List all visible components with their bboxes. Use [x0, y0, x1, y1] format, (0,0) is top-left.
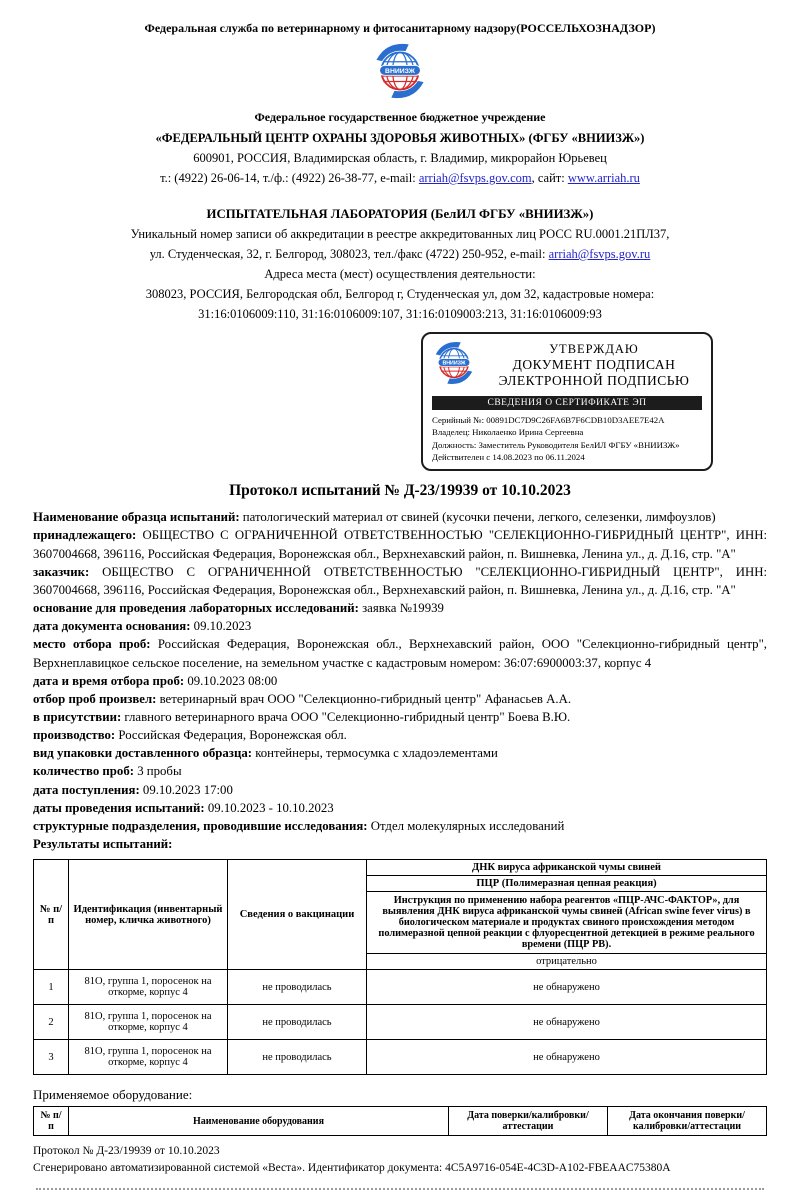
- contacts-text: т.: (4922) 26-06-14, т./ф.: (4922) 26-38-77, e-mail:: [160, 171, 419, 185]
- row-vaccination: не проводилась: [228, 1005, 367, 1040]
- vniizh-logo-icon: [369, 40, 431, 107]
- row-num: 2: [34, 1005, 69, 1040]
- certificate-position: Должность: Заместитель Руководителя БелИЛ ФГБУ «ВНИИЗЖ»: [432, 439, 680, 450]
- activity-address: 308023, РОССИЯ, Белгородская обл, Белгород г, Студенческая ул, дом 32, кадастровые номера:: [145, 287, 655, 301]
- field-owner: принадлежащего: ОБЩЕСТВО С ОГРАНИЧЕННОЙ ОТВЕТСТВЕННОСТЬЮ "СЕЛЕКЦИОННО-ГИБРИДНЫЙ ЦЕНТР", ИНН: 3607004668, 396116, Российская Федерация, Воронежская обл., Верхнехавский район, п. Вишневка, Ленина ул., д. Д.16, стр. "А": [33, 528, 768, 561]
- digital-signature-stamp: [421, 332, 713, 471]
- certificate-info-bar: СВЕДЕНИЯ О СЕРТИФИКАТЕ ЭП: [432, 396, 702, 410]
- certificate-owner: Владелец: Николаенко Ирина Сергеевна: [432, 427, 584, 438]
- row-num: 1: [34, 970, 69, 1005]
- certificate-serial: Серийный №: 00891DC7D9C26FA6B7F6CDB10D3AEE7E42A: [432, 415, 665, 425]
- org-site-link[interactable]: www.arriah.ru: [567, 171, 640, 185]
- equipment-col-name: Наименование оборудования: [69, 1107, 449, 1136]
- contacts-mid-text: , сайт:: [531, 171, 568, 185]
- lab-address-text: ул. Студенческая, 32, г. Белгород, 308023, тел./факс (4722) 250-952, e-mail:: [149, 247, 549, 261]
- row-result: не обнаружено: [367, 1040, 767, 1075]
- results-norm: отрицательно: [367, 954, 767, 970]
- field-test-dates: даты проведения испытаний: 09.10.2023 - 10.10.2023: [33, 800, 334, 815]
- results-heading: Результаты испытаний:: [33, 837, 173, 852]
- field-received-date: дата поступления: 09.10.2023 17:00: [33, 782, 233, 797]
- results-col-id: Идентификация (инвентарный номер, кличка животного): [69, 860, 228, 970]
- page-footer: [33, 1143, 767, 1178]
- org-email-link[interactable]: arriah@fsvps.gov.com: [418, 171, 532, 185]
- clipped-next-table-edge: [36, 1188, 764, 1193]
- row-num: 3: [34, 1040, 69, 1075]
- org-contacts: [33, 171, 767, 186]
- row-vaccination: не проводилась: [228, 970, 367, 1005]
- org-address: 600901, РОССИЯ, Владимирская область, г. Владимир, микрорайон Юрьевец: [193, 151, 607, 165]
- cadastral-numbers: 31:16:0106009:110, 31:16:0106009:107, 31:16:0109003:213, 31:16:0106009:93: [198, 307, 602, 321]
- footer-protocol-number: Протокол № Д-23/19939 от 10.10.2023: [33, 1145, 220, 1158]
- field-customer: заказчик: ОБЩЕСТВО С ОГРАНИЧЕННОЙ ОТВЕТСТВЕННОСТЬЮ "СЕЛЕКЦИОННО-ГИБРИДНЫЙ ЦЕНТР", ИНН: 3607004668, 396116, Российская Федерация, Воронежская обл., Верхнехавский район, п. Вишневка, Ленина ул., д. Д.16, стр. "А": [33, 564, 768, 597]
- agency-name: Федеральная служба по ветеринарному и фитосанитарному надзору(РОССЕЛЬХОЗНАДЗОР): [144, 21, 656, 35]
- equipment-col-num: № п/п: [34, 1107, 69, 1136]
- row-identification: 81О, группа 1, поросенок на откорме, корпус 4: [69, 1005, 228, 1040]
- lab-name: ИСПЫТАТЕЛЬНАЯ ЛАБОРАТОРИЯ (БелИЛ ФГБУ «ВНИИЗЖ»): [206, 207, 594, 221]
- table-row: [34, 1040, 767, 1075]
- certificate-validity: Действителен с 14.08.2023 по 06.11.2024: [432, 451, 585, 462]
- row-identification: 81О, группа 1, поросенок на откорме, корпус 4: [69, 970, 228, 1005]
- results-test-group: ДНК вируса африканской чумы свиней: [367, 860, 767, 876]
- equipment-col-date: Дата поверки/калибровки/аттестации: [449, 1107, 608, 1136]
- field-departments: структурные подразделения, проводившие исследования: Отдел молекулярных исследований: [33, 818, 565, 833]
- org-type: Федеральное государственное бюджетное учреждение: [254, 110, 546, 124]
- row-result: не обнаружено: [367, 970, 767, 1005]
- results-col-vaccination: Сведения о вакцинации: [228, 860, 367, 970]
- field-sampling-place: место отбора проб: Российская Федерация, Воронежская обл., Верхнехавский район, ООО "Селекционно-гибридный центр", Верхнеплавицкое сельское поселение, на земельном участке с кадастровым номером: 36:07:6900003:37, корпус 4: [33, 637, 768, 670]
- stamp-signed-line1: ДОКУМЕНТ ПОДПИСАН: [512, 357, 676, 372]
- lab-accreditation: Уникальный номер записи об аккредитации в реестре аккредитованных лиц РОСС RU.0001.21ПЛ37,: [130, 227, 670, 241]
- field-basis-date: дата документа основания: 09.10.2023: [33, 619, 252, 634]
- org-name: «ФЕДЕРАЛЬНЫЙ ЦЕНТР ОХРАНЫ ЗДОРОВЬЯ ЖИВОТНЫХ» (ФГБУ «ВНИИЗЖ»): [155, 131, 645, 145]
- field-sampling-datetime: дата и время отбора проб: 09.10.2023 08:00: [33, 673, 278, 688]
- field-sample-count: количество проб: 3 пробы: [33, 764, 182, 779]
- table-row: [34, 970, 767, 1005]
- stamp-signed-line2: ЭЛЕКТРОННОЙ ПОДПИСЬЮ: [498, 373, 690, 388]
- vniizh-logo-icon: [430, 339, 478, 392]
- table-row: [34, 1005, 767, 1040]
- field-in-presence-of: в присутствии: главного ветеринарного врача ООО "Селекционно-гибридный центр" Боева В.Ю.: [33, 709, 571, 724]
- page-title: Протокол испытаний № Д-23/19939 от 10.10.2023: [229, 482, 571, 500]
- results-col-num: № п/п: [34, 860, 69, 970]
- field-basis: основание для проведения лабораторных исследований: заявка №19939: [33, 601, 444, 616]
- row-vaccination: не проводилась: [228, 1040, 367, 1075]
- activity-title: Адреса места (мест) осуществления деятельности:: [264, 267, 536, 281]
- results-instruction: Инструкция по применению набора реагентов «ПЦР-АЧС-ФАКТОР», для выявления ДНК вируса африканской чумы свиней (African swine fever virus) в биологическом материале и продуктах свиного происхождения методом полимеразной цепной реакции с флуоресцентной детекцией в режиме реального времени (ПЦР РВ).: [367, 892, 767, 954]
- field-sampled-by: отбор проб произвел: ветеринарный врач ООО "Селекционно-гибридный центр" Афанасьев А.А.: [33, 691, 572, 706]
- row-result: не обнаружено: [367, 1005, 767, 1040]
- stamp-approve-label: УТВЕРЖДАЮ: [549, 342, 639, 356]
- lab-email-link[interactable]: arriah@fsvps.gov.ru: [548, 247, 651, 261]
- equipment-heading: Применяемое оборудование:: [33, 1087, 193, 1103]
- field-sample-name: Наименование образца испытаний: патологический материал от свиней (кусочки печени, легкого, селезенки, лимфоузлов): [33, 510, 716, 525]
- field-packaging: вид упаковки доставленного образца: контейнеры, термосумка с хладоэлементами: [33, 746, 498, 761]
- results-method: ПЦР (Полимеразная цепная реакция): [367, 876, 767, 892]
- results-table: [33, 859, 767, 1075]
- field-production: производство: Российская Федерация, Воронежская обл.: [33, 728, 347, 743]
- lab-address: [33, 247, 767, 262]
- equipment-col-date-end: Дата окончания поверки/калибровки/аттестации: [608, 1107, 767, 1136]
- footer-generated-by: Сгенерировано автоматизированной системой «Веста». Идентификатор документа: 4C5A9716-054E-4C3D-A102-FBEAAC75380A: [33, 1162, 671, 1175]
- row-identification: 81О, группа 1, поросенок на откорме, корпус 4: [69, 1040, 228, 1075]
- protocol-fields: [33, 508, 767, 853]
